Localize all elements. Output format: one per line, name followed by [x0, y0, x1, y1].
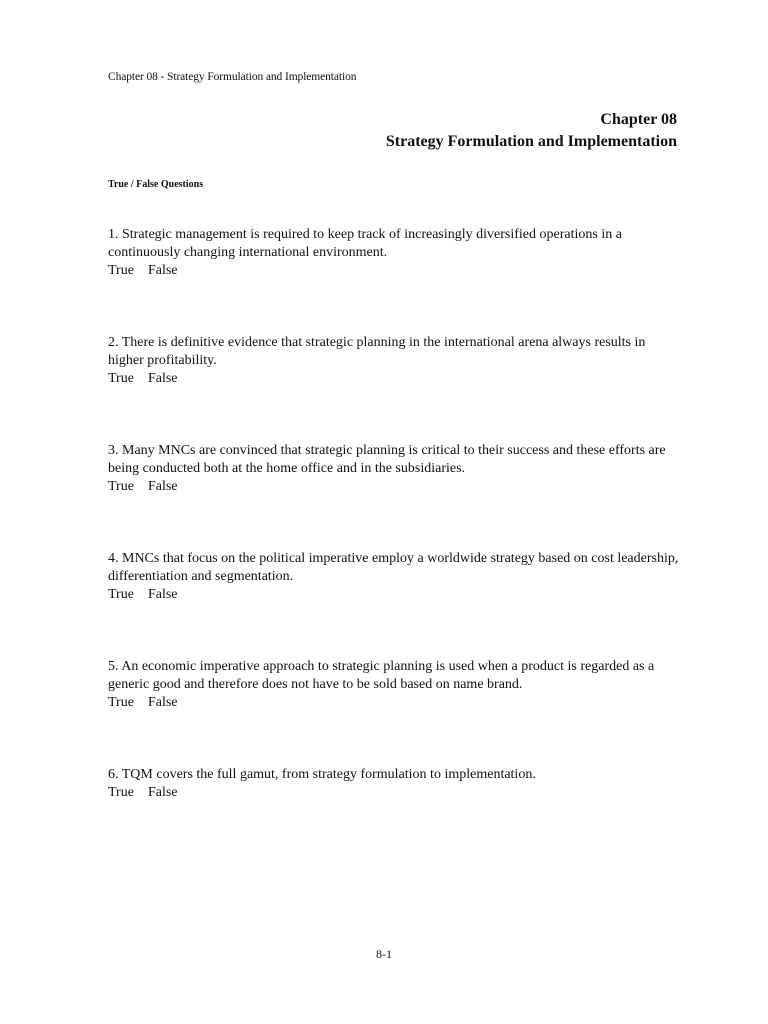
question-2: [108, 334, 680, 388]
running-header: Chapter 08 - Strategy Formulation and Implementation: [108, 71, 357, 83]
section-heading: True / False Questions: [108, 179, 204, 190]
question-6: [108, 766, 680, 802]
answer-true: True: [108, 479, 134, 494]
answer-true: True: [108, 695, 134, 710]
answer-options: [108, 370, 680, 388]
question-4: [108, 550, 680, 604]
answer-options: [108, 586, 680, 604]
question-1: [108, 226, 680, 280]
answer-true: True: [108, 587, 134, 602]
answer-true: True: [108, 371, 134, 386]
answer-options: [108, 784, 680, 802]
answer-options: [108, 694, 680, 712]
question-text: 5. An economic imperative approach to strategic planning is used when a product is regarded as a generic good and therefore does not have to be sold based on name brand.: [108, 659, 655, 692]
chapter-number: Chapter 08: [600, 111, 677, 128]
page-number: 8-1: [376, 947, 392, 961]
chapter-title: Strategy Formulation and Implementation: [385, 133, 677, 150]
answer-false: False: [147, 479, 178, 494]
question-text: 2. There is definitive evidence that strategic planning in the international arena always results in higher profitability.: [108, 335, 646, 368]
answer-false: False: [147, 371, 178, 386]
answer-options: [108, 478, 680, 496]
question-text: 4. MNCs that focus on the political imperative employ a worldwide strategy based on cost leadership, differentiation and segmentation.: [108, 551, 679, 584]
question-text: 6. TQM covers the full gamut, from strategy formulation to implementation.: [108, 767, 536, 782]
answer-false: False: [147, 263, 178, 278]
question-3: [108, 442, 680, 496]
question-text: 3. Many MNCs are convinced that strategic planning is critical to their success and these efforts are being conducted both at the home office and in the subsidiaries.: [108, 443, 666, 476]
answer-options: [108, 262, 680, 280]
answer-true: True: [108, 263, 134, 278]
question-5: [108, 658, 680, 712]
answer-false: False: [147, 695, 178, 710]
question-text: 1. Strategic management is required to keep track of increasingly diversified operations in a continuously changing international environment.: [108, 227, 622, 260]
answer-false: False: [147, 785, 178, 800]
answer-true: True: [108, 785, 134, 800]
answer-false: False: [147, 587, 178, 602]
